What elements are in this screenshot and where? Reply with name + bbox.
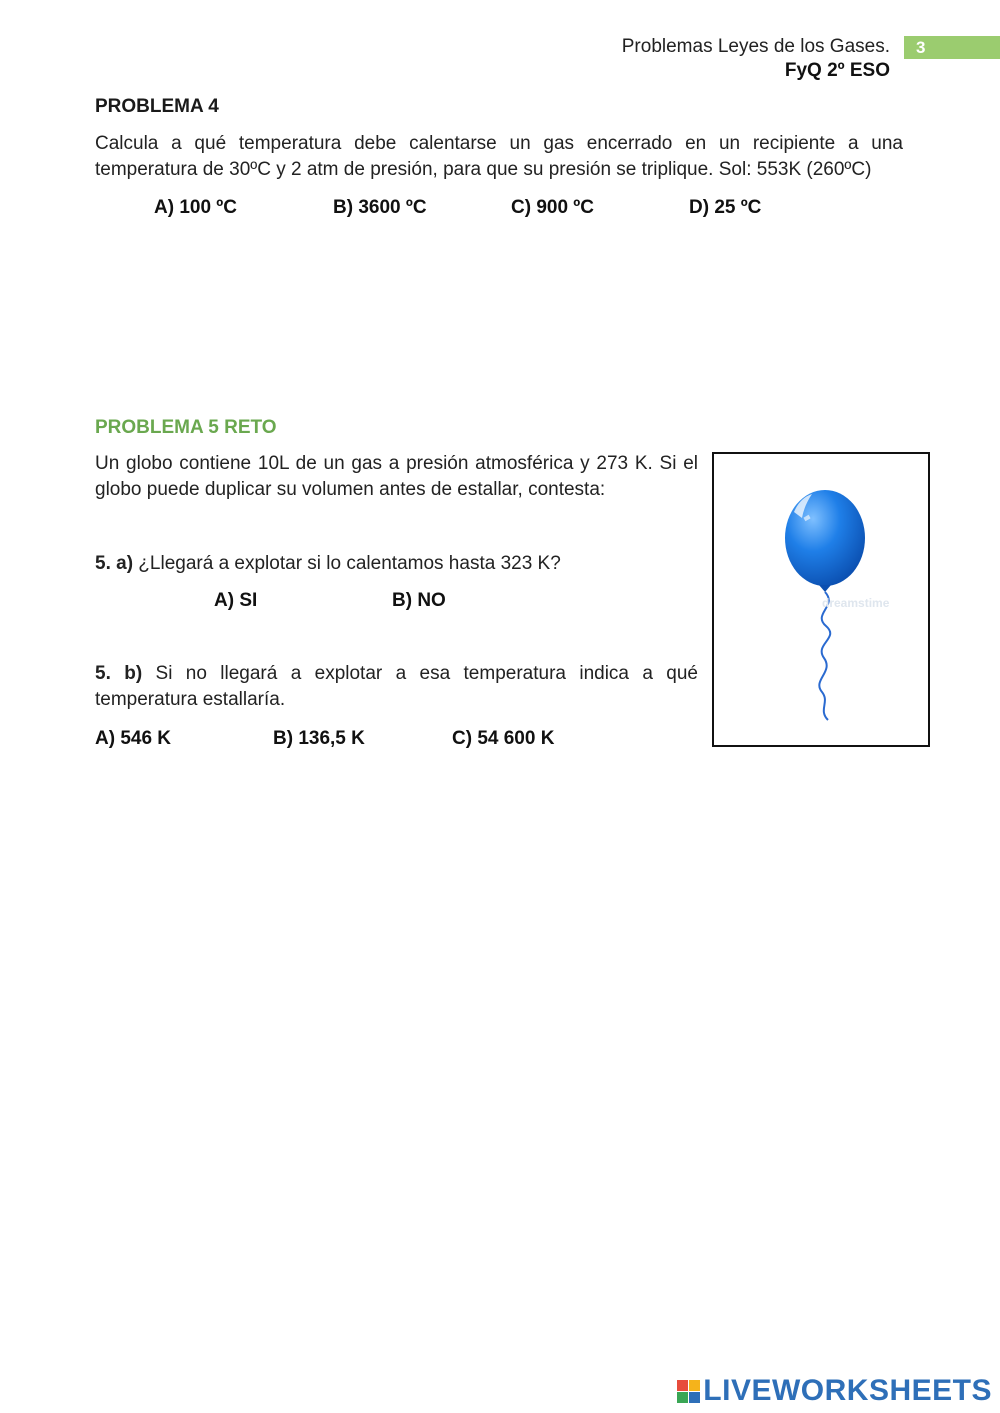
- problem5a-label: 5. a): [95, 553, 134, 574]
- problem5-heading: PROBLEMA 5 RETO: [95, 417, 277, 438]
- problem5b-option-a[interactable]: A) 546 K: [95, 728, 172, 749]
- balloon-image-frame: [712, 452, 930, 747]
- balloon-icon: [714, 454, 928, 745]
- problem4-option-d[interactable]: D) 25 ºC: [689, 197, 762, 218]
- liveworksheets-logo: [677, 1374, 992, 1408]
- problem4-option-b[interactable]: B) 3600 ºC: [333, 197, 427, 218]
- logo-text: LIVEWORKSHEETS: [703, 1374, 992, 1407]
- header-subtitle: FyQ 2º ESO: [784, 60, 890, 81]
- problem5b-option-b[interactable]: B) 136,5 K: [273, 728, 365, 749]
- problem5-text: Un globo contiene 10L de un gas a presión atmosférica y 273 K. Si el globo puede duplicar su volumen antes de estallar, contesta:: [95, 453, 698, 500]
- problem5b-label: 5. b): [95, 663, 143, 684]
- image-watermark: dreamstime: [822, 596, 890, 610]
- problem4-text: Calcula a qué temperatura debe calentarse un gas encerrado en un recipiente a una temperatura de 30ºC y 2 atm de presión, para que su presión se triplique. Sol: 553K (260ºC): [95, 133, 903, 180]
- problem5a-option-a[interactable]: A) SI: [214, 590, 258, 611]
- logo-squares-icon: [677, 1380, 700, 1403]
- page-number-badge: 3: [904, 36, 1000, 59]
- problem4-option-c[interactable]: C) 900 ºC: [511, 197, 594, 218]
- problem5a-text: ¿Llegará a explotar si lo calentamos hasta 323 K?: [133, 553, 561, 574]
- problem4-heading: PROBLEMA 4: [95, 96, 219, 117]
- problem5b-option-c[interactable]: C) 54 600 K: [452, 728, 555, 749]
- problem5b-text: Si no llegará a explotar a esa temperatura indica a qué temperatura estallaría.: [95, 663, 698, 710]
- problem5b-question: [95, 661, 698, 713]
- problem5a-option-b[interactable]: B) NO: [392, 590, 446, 611]
- problem5a-question: [95, 551, 698, 577]
- header-title: Problemas Leyes de los Gases.: [621, 36, 890, 57]
- problem4-option-a[interactable]: A) 100 ºC: [154, 197, 237, 218]
